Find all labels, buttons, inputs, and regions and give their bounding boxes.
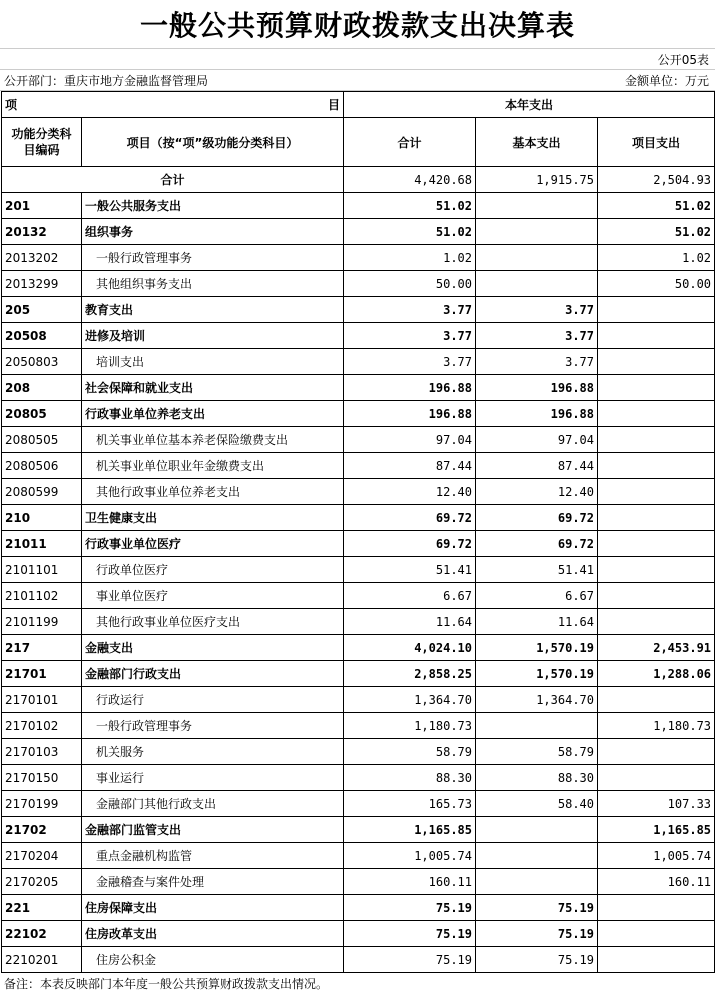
row-project: 1,005.74 <box>598 843 715 869</box>
row-basic: 6.67 <box>476 583 598 609</box>
row-name: 行政事业单位养老支出 <box>82 401 344 427</box>
row-basic: 196.88 <box>476 375 598 401</box>
row-code: 2170101 <box>2 687 82 713</box>
row-name: 一般行政管理事务 <box>82 713 344 739</box>
form-number: 公开05表 <box>657 52 709 67</box>
row-total: 1.02 <box>344 245 476 271</box>
name-column-header: 项目（按“项”级功能分类科目） <box>82 118 344 167</box>
row-project: 1,288.06 <box>598 661 715 687</box>
row-project <box>598 505 715 531</box>
row-total: 6.67 <box>344 583 476 609</box>
table-row <box>2 947 715 973</box>
row-total: 3.77 <box>344 323 476 349</box>
table-row <box>2 713 715 739</box>
table-row <box>2 635 715 661</box>
footnote: 备注：本表反映部门本年度一般公共预算财政拨款支出情况。 <box>4 977 329 991</box>
row-total: 196.88 <box>344 401 476 427</box>
form-number-line <box>0 49 715 70</box>
row-project <box>598 687 715 713</box>
row-code: 20805 <box>2 401 82 427</box>
row-total: 1,364.70 <box>344 687 476 713</box>
row-basic: 11.64 <box>476 609 598 635</box>
table-row <box>2 583 715 609</box>
row-basic: 75.19 <box>476 921 598 947</box>
row-code: 21702 <box>2 817 82 843</box>
table-row <box>2 323 715 349</box>
row-project: 107.33 <box>598 791 715 817</box>
row-basic: 1,364.70 <box>476 687 598 713</box>
row-total: 69.72 <box>344 531 476 557</box>
row-basic: 88.30 <box>476 765 598 791</box>
row-code: 2170102 <box>2 713 82 739</box>
row-basic: 1,570.19 <box>476 635 598 661</box>
row-code: 20132 <box>2 219 82 245</box>
row-project <box>598 583 715 609</box>
row-name: 教育支出 <box>82 297 344 323</box>
row-name: 一般行政管理事务 <box>82 245 344 271</box>
row-code: 2080505 <box>2 427 82 453</box>
row-basic: 69.72 <box>476 505 598 531</box>
grand-total-label: 合计 <box>2 167 344 193</box>
row-basic: 58.79 <box>476 739 598 765</box>
table-row <box>2 427 715 453</box>
grand-total-project: 2,504.93 <box>598 167 715 193</box>
row-project: 1,165.85 <box>598 817 715 843</box>
row-total: 11.64 <box>344 609 476 635</box>
row-project: 50.00 <box>598 271 715 297</box>
row-name: 社会保障和就业支出 <box>82 375 344 401</box>
row-total: 4,024.10 <box>344 635 476 661</box>
row-code: 201 <box>2 193 82 219</box>
row-code: 2080599 <box>2 479 82 505</box>
row-project <box>598 453 715 479</box>
row-basic: 196.88 <box>476 401 598 427</box>
row-basic: 97.04 <box>476 427 598 453</box>
row-name: 机关事业单位基本养老保险缴费支出 <box>82 427 344 453</box>
row-name: 其他组织事务支出 <box>82 271 344 297</box>
row-name: 行政事业单位医疗 <box>82 531 344 557</box>
table-row <box>2 921 715 947</box>
row-name: 金融部门行政支出 <box>82 661 344 687</box>
row-project <box>598 765 715 791</box>
row-project <box>598 375 715 401</box>
row-name: 其他行政事业单位养老支出 <box>82 479 344 505</box>
row-project: 160.11 <box>598 869 715 895</box>
row-project <box>598 401 715 427</box>
row-basic: 3.77 <box>476 323 598 349</box>
item-header <box>2 92 344 118</box>
row-name: 组织事务 <box>82 219 344 245</box>
table-row <box>2 843 715 869</box>
row-total: 75.19 <box>344 921 476 947</box>
row-project <box>598 557 715 583</box>
row-code: 2170103 <box>2 739 82 765</box>
row-total: 69.72 <box>344 505 476 531</box>
row-code: 2013202 <box>2 245 82 271</box>
row-code: 21011 <box>2 531 82 557</box>
row-name: 住房保障支出 <box>82 895 344 921</box>
table-row <box>2 193 715 219</box>
row-name: 进修及培训 <box>82 323 344 349</box>
row-basic <box>476 817 598 843</box>
row-project <box>598 427 715 453</box>
table-row <box>2 401 715 427</box>
row-basic: 3.77 <box>476 349 598 375</box>
row-name: 住房公积金 <box>82 947 344 973</box>
row-project: 1.02 <box>598 245 715 271</box>
item-header-right: 目 <box>327 98 340 112</box>
row-total: 1,005.74 <box>344 843 476 869</box>
row-code: 221 <box>2 895 82 921</box>
row-name: 重点金融机构监管 <box>82 843 344 869</box>
row-basic: 75.19 <box>476 947 598 973</box>
header-row-1 <box>2 92 715 118</box>
row-project <box>598 531 715 557</box>
row-name: 行政单位医疗 <box>82 557 344 583</box>
row-name: 机关事业单位职业年金缴费支出 <box>82 453 344 479</box>
row-basic: 12.40 <box>476 479 598 505</box>
header-row-2 <box>2 118 715 167</box>
row-basic <box>476 271 598 297</box>
department-label: 公开部门：重庆市地方金融监督管理局 <box>4 73 209 88</box>
row-total: 160.11 <box>344 869 476 895</box>
row-name: 金融部门监管支出 <box>82 817 344 843</box>
row-code: 208 <box>2 375 82 401</box>
row-total: 12.40 <box>344 479 476 505</box>
row-basic: 51.41 <box>476 557 598 583</box>
year-expense-header: 本年支出 <box>344 92 715 118</box>
table-row <box>2 609 715 635</box>
project-column-header: 项目支出 <box>598 118 715 167</box>
row-code: 2101102 <box>2 583 82 609</box>
row-total: 97.04 <box>344 427 476 453</box>
row-project <box>598 947 715 973</box>
table-row <box>2 349 715 375</box>
row-basic: 75.19 <box>476 895 598 921</box>
row-code: 22102 <box>2 921 82 947</box>
row-code: 20508 <box>2 323 82 349</box>
row-total: 87.44 <box>344 453 476 479</box>
row-name: 事业运行 <box>82 765 344 791</box>
row-code: 2013299 <box>2 271 82 297</box>
row-project <box>598 479 715 505</box>
row-name: 卫生健康支出 <box>82 505 344 531</box>
row-project: 1,180.73 <box>598 713 715 739</box>
item-header-left: 项 <box>5 98 18 112</box>
row-name: 金融支出 <box>82 635 344 661</box>
row-total: 165.73 <box>344 791 476 817</box>
row-code: 2050803 <box>2 349 82 375</box>
row-basic <box>476 869 598 895</box>
row-code: 21701 <box>2 661 82 687</box>
row-total: 51.02 <box>344 219 476 245</box>
table-row <box>2 661 715 687</box>
table-row <box>2 557 715 583</box>
row-code: 205 <box>2 297 82 323</box>
row-code: 2170204 <box>2 843 82 869</box>
row-total: 75.19 <box>344 895 476 921</box>
row-project <box>598 323 715 349</box>
row-name: 培训支出 <box>82 349 344 375</box>
row-basic <box>476 219 598 245</box>
table-row <box>2 245 715 271</box>
expense-table <box>1 91 715 973</box>
row-name: 事业单位医疗 <box>82 583 344 609</box>
table-row <box>2 479 715 505</box>
unit-label: 金额单位：万元 <box>624 73 709 88</box>
table-row <box>2 817 715 843</box>
total-column-header: 合计 <box>344 118 476 167</box>
table-row <box>2 895 715 921</box>
row-name: 一般公共服务支出 <box>82 193 344 219</box>
grand-total-row <box>2 167 715 193</box>
row-code: 2210201 <box>2 947 82 973</box>
row-project: 51.02 <box>598 193 715 219</box>
row-name: 住房改革支出 <box>82 921 344 947</box>
row-code: 2080506 <box>2 453 82 479</box>
row-total: 2,858.25 <box>344 661 476 687</box>
row-total: 88.30 <box>344 765 476 791</box>
row-code: 210 <box>2 505 82 531</box>
row-project: 51.02 <box>598 219 715 245</box>
row-code: 2170199 <box>2 791 82 817</box>
row-project: 2,453.91 <box>598 635 715 661</box>
table-row <box>2 505 715 531</box>
grand-total-total: 4,420.68 <box>344 167 476 193</box>
row-total: 196.88 <box>344 375 476 401</box>
row-name: 金融部门其他行政支出 <box>82 791 344 817</box>
table-row <box>2 375 715 401</box>
row-code: 217 <box>2 635 82 661</box>
row-code: 2101101 <box>2 557 82 583</box>
row-name: 机关服务 <box>82 739 344 765</box>
table-row <box>2 765 715 791</box>
row-project <box>598 739 715 765</box>
row-total: 51.02 <box>344 193 476 219</box>
table-row <box>2 791 715 817</box>
row-total: 3.77 <box>344 349 476 375</box>
grand-total-basic: 1,915.75 <box>476 167 598 193</box>
dept-unit-line <box>0 70 715 91</box>
table-row <box>2 297 715 323</box>
row-name: 行政运行 <box>82 687 344 713</box>
row-project <box>598 921 715 947</box>
row-basic <box>476 245 598 271</box>
row-code: 2170150 <box>2 765 82 791</box>
row-name: 其他行政事业单位医疗支出 <box>82 609 344 635</box>
row-total: 1,165.85 <box>344 817 476 843</box>
row-basic <box>476 713 598 739</box>
row-code: 2101199 <box>2 609 82 635</box>
row-basic: 58.40 <box>476 791 598 817</box>
row-code: 2170205 <box>2 869 82 895</box>
row-name: 金融稽查与案件处理 <box>82 869 344 895</box>
table-row <box>2 869 715 895</box>
row-basic: 69.72 <box>476 531 598 557</box>
row-project <box>598 349 715 375</box>
table-row <box>2 687 715 713</box>
row-project <box>598 609 715 635</box>
row-basic <box>476 843 598 869</box>
table-row <box>2 453 715 479</box>
row-total: 51.41 <box>344 557 476 583</box>
row-basic <box>476 193 598 219</box>
code-column-header: 功能分类科目编码 <box>2 118 82 167</box>
basic-column-header: 基本支出 <box>476 118 598 167</box>
row-basic: 1,570.19 <box>476 661 598 687</box>
row-total: 58.79 <box>344 739 476 765</box>
report-title: 一般公共预算财政拨款支出决算表 <box>0 0 715 49</box>
table-body <box>2 167 715 973</box>
row-project <box>598 297 715 323</box>
row-project <box>598 895 715 921</box>
table-row <box>2 271 715 297</box>
row-total: 75.19 <box>344 947 476 973</box>
row-total: 3.77 <box>344 297 476 323</box>
row-basic: 87.44 <box>476 453 598 479</box>
row-basic: 3.77 <box>476 297 598 323</box>
table-row <box>2 531 715 557</box>
table-row <box>2 219 715 245</box>
table-row <box>2 739 715 765</box>
row-total: 50.00 <box>344 271 476 297</box>
row-total: 1,180.73 <box>344 713 476 739</box>
